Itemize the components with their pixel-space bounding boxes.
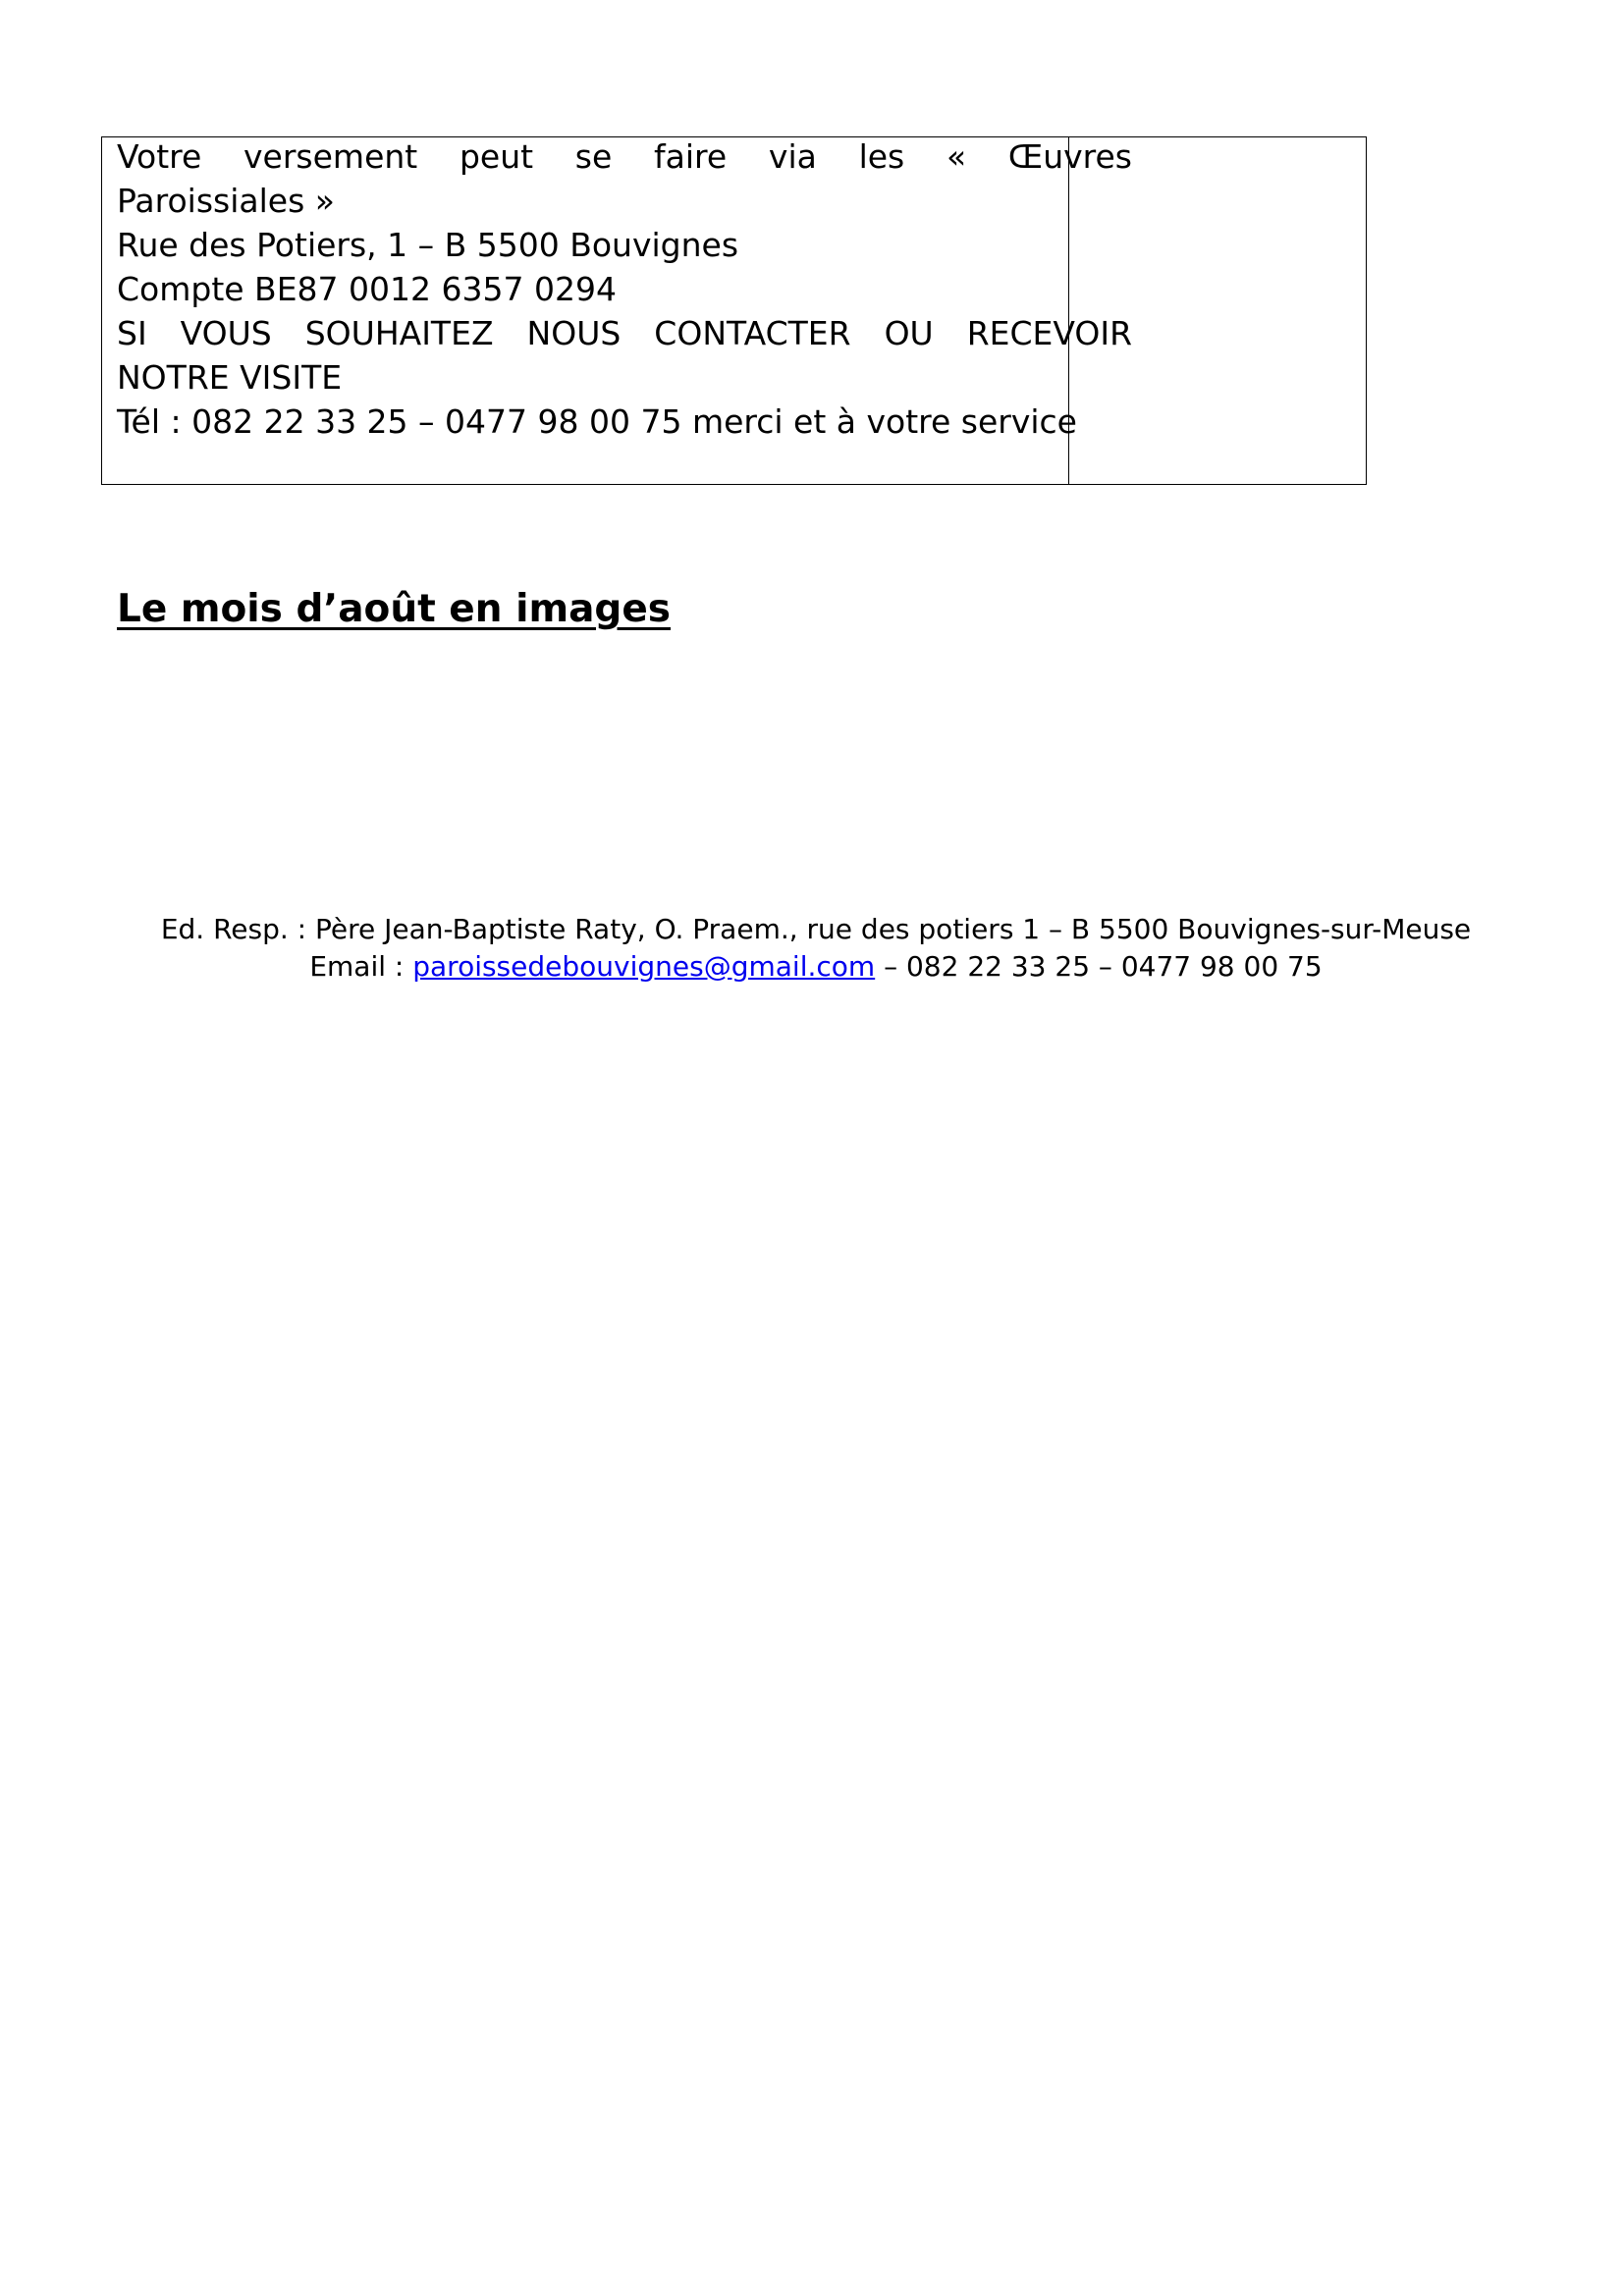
info-line-phone: Tél : 082 22 33 25 – 0477 98 00 75 merci et à votre service [117,402,1077,441]
info-line-contact: SI VOUS SOUHAITEZ NOUS CONTACTER OU RECEVOIR [117,314,1132,352]
footer-contact-line [0,948,1623,986]
info-line-visit: NOTRE VISITE [117,358,343,397]
footer-email-label: Email : [309,950,413,983]
info-line-payee: Paroissiales » [117,182,335,220]
info-line-payment: Votre versement peut se faire via les « Œuvres [117,137,1132,176]
info-line-account: Compte BE87 0012 6357 0294 [117,270,617,308]
footer [0,911,1623,986]
footer-responsible-editor: Ed. Resp. : Père Jean-Baptiste Raty, O. Praem., rue des potiers 1 – B 5500 Bouvignes-sur-Meuse [160,913,1472,945]
info-box-text [117,134,1132,444]
info-line-address: Rue des Potiers, 1 – B 5500 Bouvignes [117,226,739,264]
email-link[interactable]: paroissedebouvignes@gmail.com [412,950,876,983]
section-title: Le mois d’août en images [117,587,671,631]
footer-phone-numbers: – 082 22 33 25 – 0477 98 00 75 [875,950,1323,983]
